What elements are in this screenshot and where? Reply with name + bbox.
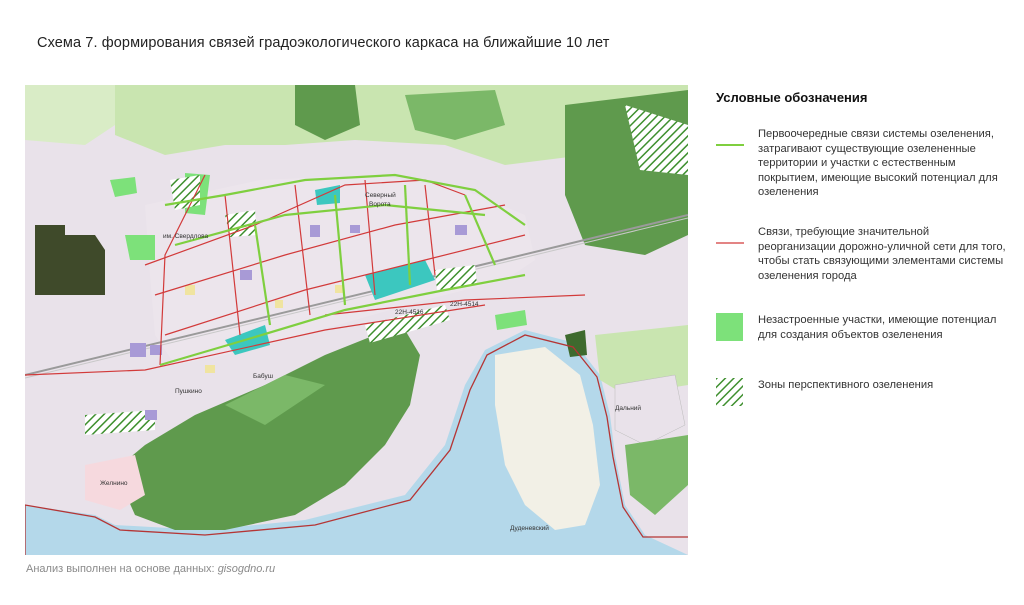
hatch-area [170, 175, 200, 210]
data-source-note [26, 563, 275, 575]
hatch-symbol [716, 378, 743, 406]
legend-text: Связи, требующие значительной реорганизации дорожно-уличной сети для того, чтобы стать связующими элементами системы озеленения города [758, 226, 1006, 282]
green-fill-symbol [716, 313, 743, 341]
page-title: Схема 7. формирования связей градоэкологического каркаса на ближайшие 10 лет [37, 35, 610, 51]
source-link[interactable]: gisogdno.ru [217, 563, 276, 575]
legend-text: Незастроенные участки, имеющие потенциал для создания объектов озеленения [758, 314, 997, 341]
legend-item-green-line [716, 127, 1006, 197]
legend-item-green-fill [716, 313, 1006, 358]
label-dalny: Дальний [615, 405, 642, 412]
label-dudenevsky: Дуденевский [510, 525, 549, 532]
legend-text: Зоны перспективного озеленения [758, 379, 934, 391]
label-zhelnino: Желнино [100, 480, 128, 487]
label-pushkino: Пушкино [175, 388, 202, 395]
legend-title: Условные обозначения [716, 90, 868, 105]
west-dark-patch [35, 225, 105, 295]
source-prefix: Анализ выполнен на основе данных: [26, 563, 218, 575]
legend-item-red-line [716, 225, 1006, 285]
legend-text: Первоочередные связи системы озеленения, затрагивают существующие озелененные территории и участки с естественным покрытием, имеющие высокий потенциал для озеленения [758, 128, 998, 199]
green-area [125, 235, 155, 260]
label-sverdlova: им. Свердлова [163, 233, 209, 240]
label-road-2: 22Н-4516 [395, 309, 424, 316]
city-map[interactable] [25, 85, 688, 555]
red-line-symbol [716, 241, 744, 245]
label-road-1: 22Н-4514 [450, 301, 479, 308]
legend-item-hatch [716, 378, 1006, 408]
label-babushkino: Бабуш [253, 373, 273, 380]
label-vorota: Ворота [369, 201, 391, 208]
label-severny: Северный [365, 192, 396, 199]
green-line-symbol [716, 143, 744, 147]
